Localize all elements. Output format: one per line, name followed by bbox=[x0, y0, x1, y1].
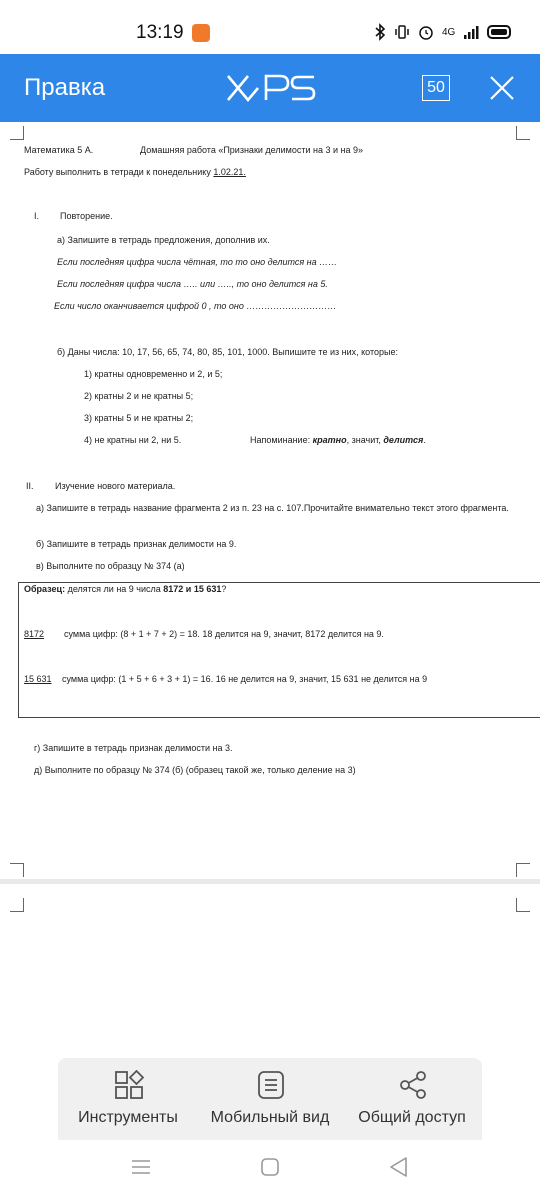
task-b-item-2: 2) кратны 2 и не кратны 5; bbox=[84, 391, 194, 401]
task-b-item-4: 4) не кратны ни 2, ни 5. bbox=[84, 435, 182, 445]
mobile-view-button[interactable] bbox=[200, 1058, 340, 1140]
crop-mark bbox=[10, 126, 24, 140]
reminder bbox=[250, 434, 426, 446]
wps-logo bbox=[226, 72, 316, 104]
task-b-item-3: 3) кратны 5 и не кратны 2; bbox=[84, 413, 194, 423]
menu-icon[interactable] bbox=[131, 1157, 151, 1177]
mobile-view-label: Мобильный вид bbox=[210, 1109, 330, 1126]
crop-mark bbox=[516, 863, 530, 877]
network-label: 4G bbox=[442, 26, 456, 38]
reminder-word-1: кратно bbox=[312, 435, 347, 445]
mobile-view-icon bbox=[256, 1070, 286, 1100]
task-a: а) Запишите в тетрадь предложения, дополнив их. bbox=[57, 235, 270, 245]
bottom-toolbar bbox=[58, 1058, 482, 1140]
close-icon[interactable] bbox=[488, 74, 516, 102]
crop-mark bbox=[516, 126, 530, 140]
task2-b: б) Запишите в тетрадь признак делимости на 9. bbox=[36, 539, 237, 549]
section1-title: Повторение. bbox=[60, 211, 113, 221]
sample-label: Образец: bbox=[24, 584, 66, 594]
sample-question-end: ? bbox=[221, 584, 227, 594]
status-bar bbox=[0, 0, 540, 54]
signal-icon bbox=[463, 24, 479, 40]
section1-num: I. bbox=[34, 211, 40, 221]
tools-button[interactable] bbox=[58, 1058, 198, 1140]
section2-num: II. bbox=[26, 481, 34, 491]
app-bar bbox=[0, 54, 540, 122]
edit-button[interactable]: Правка bbox=[24, 74, 106, 101]
due-line bbox=[24, 166, 246, 178]
status-time: 13:19 bbox=[136, 22, 184, 43]
share-icon bbox=[398, 1070, 428, 1100]
crop-mark bbox=[10, 898, 24, 912]
crop-mark bbox=[10, 863, 24, 877]
task2-a: а) Запишите в тетрадь название фрагмента 2 из п. 23 на с. 107.Прочитайте внимательно текст этого фрагмента. bbox=[36, 503, 509, 513]
bluetooth-icon bbox=[374, 23, 386, 41]
reminder-end: . bbox=[423, 435, 426, 445]
crop-mark bbox=[516, 898, 530, 912]
sentence-3: Если число оканчивается цифрой 0 , то оно ………………………… bbox=[54, 301, 337, 311]
due-date: 1.02.21. bbox=[213, 167, 246, 177]
reminder-label: Напоминание: bbox=[250, 435, 313, 445]
sample-box bbox=[18, 582, 540, 718]
reminder-mid: , значит, bbox=[346, 435, 384, 445]
task2-e: д) Выполните по образцу № 374 (б) (образец такой же, только деление на 3) bbox=[34, 765, 356, 775]
task2-d: г) Запишите в тетрадь признак делимости на 3. bbox=[34, 743, 233, 753]
sample-numbers: 8172 и 15 631 bbox=[163, 584, 222, 594]
vibrate-icon bbox=[394, 24, 410, 40]
sample-question: делятся ли на 9 числа bbox=[65, 584, 164, 594]
section2-title: Изучение нового материала. bbox=[55, 481, 176, 491]
example-1-number: 8172 bbox=[24, 629, 45, 639]
example-2-text: сумма цифр: (1 + 5 + 6 + 3 + 1) = 16. 16 не делится на 9, значит, 15 631 не делится на 9 bbox=[62, 674, 428, 684]
sample-line bbox=[24, 583, 226, 595]
doc-header-left: Математика 5 А. bbox=[24, 145, 94, 155]
status-icons bbox=[374, 20, 511, 44]
due-prefix: Работу выполнить в тетради к понедельнику bbox=[24, 167, 214, 177]
system-nav-bar bbox=[0, 1140, 540, 1200]
back-icon[interactable] bbox=[388, 1156, 408, 1178]
tools-icon bbox=[114, 1070, 144, 1100]
task-b-item-1: 1) кратны одновременно и 2, и 5; bbox=[84, 369, 223, 379]
tools-label: Инструменты bbox=[78, 1109, 178, 1126]
example-2-number: 15 631 bbox=[24, 674, 52, 684]
page-separator bbox=[0, 879, 540, 884]
share-label: Общий доступ bbox=[358, 1109, 466, 1126]
task2-c: в) Выполните по образцу № 374 (а) bbox=[36, 561, 185, 571]
sentence-1: Если последняя цифра числа чётная, то то оно делится на …… bbox=[57, 257, 338, 267]
task-b: б) Даны числа: 10, 17, 56, 65, 74, 80, 85, 101, 1000. Выпишите те из них, которые: bbox=[57, 347, 398, 357]
reminder-word-2: делится bbox=[383, 435, 424, 445]
page-count-button[interactable]: 50 bbox=[422, 75, 450, 101]
example-1-text: сумма цифр: (8 + 1 + 7 + 2) = 18. 18 делится на 9, значит, 8172 делится на 9. bbox=[64, 629, 384, 639]
doc-header-title: Домашняя работа «Признаки делимости на 3 и на 9» bbox=[140, 145, 363, 155]
battery-icon bbox=[487, 25, 511, 39]
sentence-2: Если последняя цифра числа ….. или ….., то оно делится на 5. bbox=[57, 279, 328, 289]
alarm-icon bbox=[418, 24, 434, 40]
notification-badge-icon bbox=[192, 24, 210, 42]
document-view[interactable] bbox=[0, 122, 540, 1058]
share-button[interactable] bbox=[342, 1058, 482, 1140]
home-icon[interactable] bbox=[260, 1157, 280, 1177]
